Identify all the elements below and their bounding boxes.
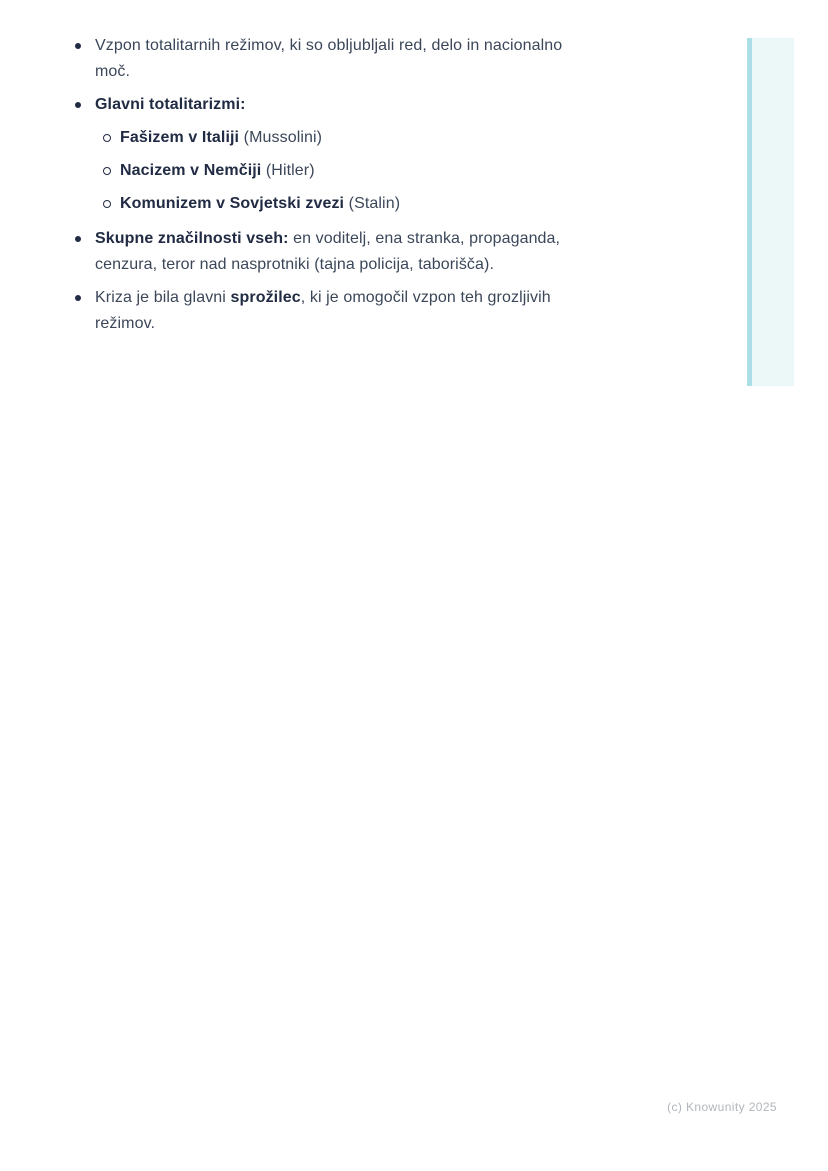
bullet-text: Glavni totalitarizmi: bbox=[95, 96, 246, 113]
highlight-bar bbox=[747, 38, 794, 386]
copyright-text: (c) Knowunity 2025 bbox=[667, 1100, 777, 1114]
bullet-dot-icon bbox=[75, 285, 95, 301]
bullet-item bbox=[103, 158, 595, 184]
bullet-item bbox=[75, 33, 595, 85]
bullet-item bbox=[75, 226, 595, 278]
bullet-dot-icon bbox=[75, 226, 95, 242]
bullet-text: Nacizem v Nemčiji (Hitler) bbox=[120, 162, 315, 179]
bullet-dot-icon bbox=[75, 92, 95, 108]
bullet-text: Skupne značilnosti vseh: en voditelj, ena stranka, propaganda, cenzura, teror nad nasprotniki (tajna policija, taborišča). bbox=[95, 230, 561, 273]
bullet-text: Fašizem v Italiji (Mussolini) bbox=[120, 129, 323, 146]
bullet-dot-icon bbox=[75, 33, 95, 49]
bullet-circle-icon bbox=[103, 158, 120, 175]
bullet-text: Vzpon totalitarnih režimov, ki so obljubljali red, delo in nacionalno moč. bbox=[95, 37, 563, 80]
bullet-item bbox=[103, 125, 595, 151]
bullet-item bbox=[103, 191, 595, 217]
notes-list bbox=[75, 33, 595, 344]
bullet-text: Kriza je bila glavni sprožilec, ki je omogočil vzpon teh grozljivih režimov. bbox=[95, 289, 551, 332]
sub-bullet-list bbox=[75, 125, 595, 217]
bullet-circle-icon bbox=[103, 191, 120, 208]
bullet-item bbox=[75, 285, 595, 337]
bullet-item bbox=[75, 92, 595, 118]
bullet-circle-icon bbox=[103, 125, 120, 142]
bullet-text: Komunizem v Sovjetski zvezi (Stalin) bbox=[120, 195, 401, 212]
